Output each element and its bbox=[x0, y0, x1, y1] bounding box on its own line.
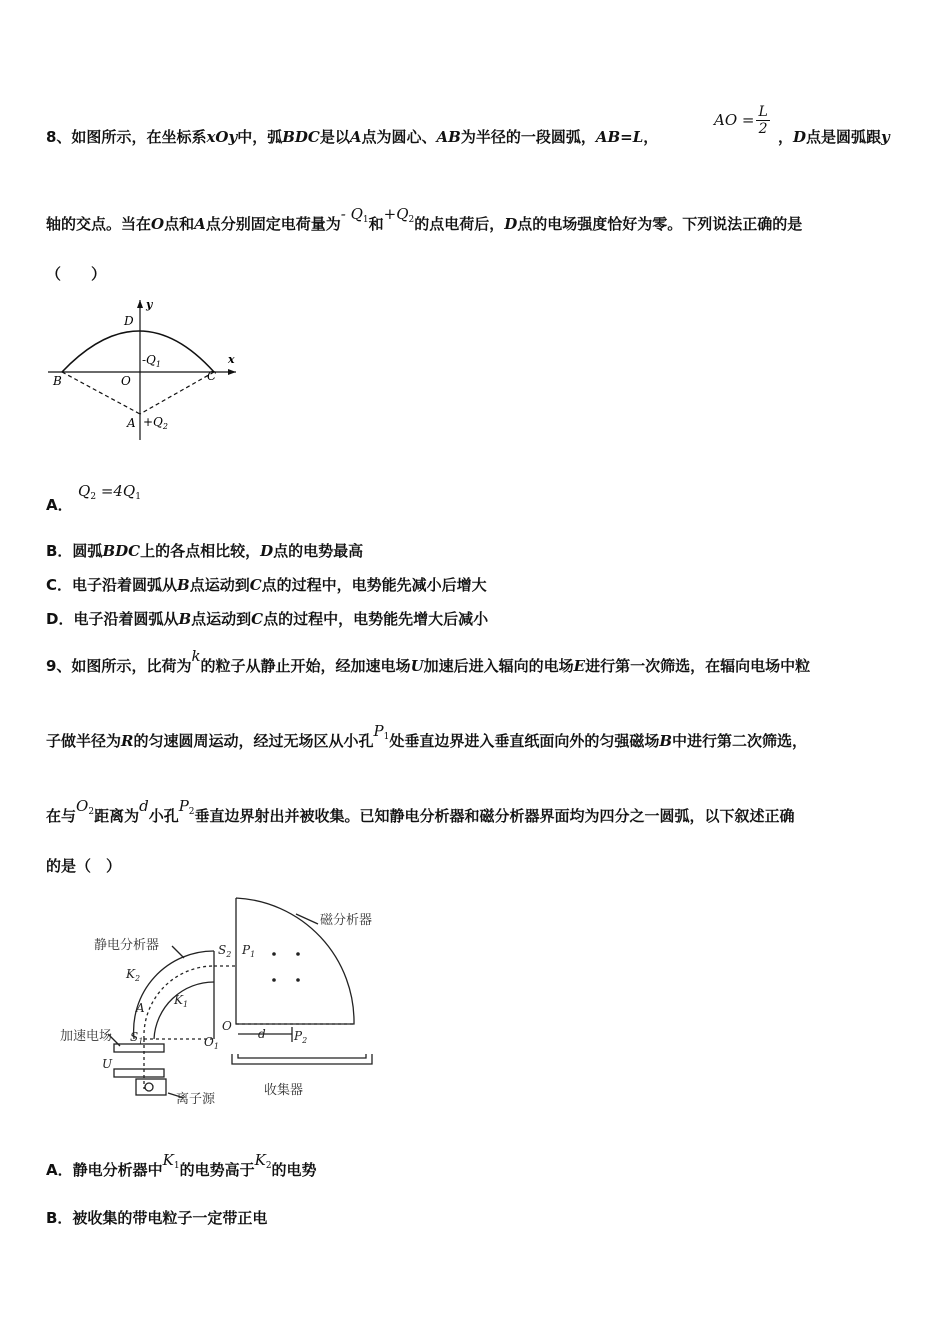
var-xoy: xOy bbox=[206, 128, 238, 146]
var-bdc: BDC bbox=[282, 128, 320, 146]
sub: 1 bbox=[173, 1161, 180, 1171]
text: 中，弧 bbox=[237, 128, 283, 146]
y-axis-arrow-icon bbox=[137, 300, 143, 308]
text: 和 bbox=[368, 215, 384, 233]
q1-charge bbox=[341, 205, 369, 223]
text: 点的过程中，电势能先增大后减小 bbox=[263, 610, 489, 628]
var-k: k bbox=[191, 647, 201, 665]
text: 点的电势最高 bbox=[273, 542, 364, 560]
q9-stem-line-4 bbox=[46, 855, 910, 877]
label-y: y bbox=[146, 298, 153, 311]
text: 的匀速圆周运动，经过无场区从小孔 bbox=[133, 732, 374, 750]
text: 进行第一次筛选，在辐向电场中粒 bbox=[585, 657, 811, 675]
text: 点运动到 bbox=[191, 610, 252, 628]
option-label: A． bbox=[46, 496, 73, 514]
text: Q bbox=[78, 482, 91, 500]
q9-option-b bbox=[46, 1207, 910, 1229]
text: B．被收集的带电粒子一定带正电 bbox=[46, 1209, 268, 1227]
text: ， bbox=[778, 128, 794, 146]
label-magnetic-analyzer: 磁分析器 bbox=[320, 913, 373, 928]
ion-source bbox=[136, 1079, 166, 1095]
text: K bbox=[254, 1151, 266, 1169]
label-x: x bbox=[228, 353, 235, 366]
label-ion-source: 离子源 bbox=[176, 1092, 216, 1107]
label-q2: $+Q_2$ bbox=[143, 415, 168, 431]
label-p2: $P_2$ bbox=[294, 1029, 308, 1045]
lower-plate bbox=[114, 1069, 164, 1077]
q8-option-a-formula bbox=[78, 482, 141, 502]
label-o1: $O_1$ bbox=[204, 1035, 219, 1051]
text: 垂直边界射出并被收集。已知静电分析器和磁分析器界面均为四分之一圆弧，以下叙述正确 bbox=[194, 807, 795, 825]
text: 处垂直边界进入垂直纸面向外的匀强磁场 bbox=[389, 732, 660, 750]
var-d: D bbox=[793, 128, 807, 146]
text: 在与 bbox=[46, 807, 77, 825]
text: 点为圆心、 bbox=[361, 128, 437, 146]
sub: 2 bbox=[265, 1161, 272, 1171]
var-d: D bbox=[504, 215, 518, 233]
q9-stem-line-1 bbox=[46, 647, 910, 677]
q9-figure bbox=[56, 894, 396, 1114]
var-bdc: BDC bbox=[102, 542, 141, 560]
var-a: A bbox=[194, 215, 206, 233]
var-k1 bbox=[163, 1151, 180, 1169]
text: 为半径的一段圆弧， bbox=[460, 128, 596, 146]
text: K bbox=[162, 1151, 174, 1169]
q8-option-b bbox=[46, 540, 910, 562]
text: D．电子沿着圆弧从 bbox=[46, 610, 179, 628]
var-p1 bbox=[374, 722, 390, 740]
q9-option-a bbox=[46, 1151, 910, 1187]
dashed-ac bbox=[140, 372, 214, 414]
q8-option-d bbox=[46, 608, 910, 630]
text: 的是（ ） bbox=[46, 857, 122, 875]
text: 上的各点相比较， bbox=[140, 542, 261, 560]
q2-sign: +Q bbox=[383, 205, 409, 223]
var-o2 bbox=[76, 797, 94, 815]
ao-formula bbox=[714, 104, 772, 137]
text: O bbox=[76, 797, 89, 815]
label-u: U bbox=[102, 1057, 113, 1071]
text: C．电子沿着圆弧从 bbox=[46, 576, 178, 594]
collector bbox=[232, 1054, 372, 1064]
var-r: R bbox=[121, 732, 134, 750]
var-ab: AB bbox=[436, 128, 461, 146]
text: 加速后进入辐向的电场 bbox=[423, 657, 574, 675]
label-collector: 收集器 bbox=[264, 1083, 304, 1098]
fraction bbox=[756, 104, 769, 137]
arc-bdc bbox=[62, 331, 214, 372]
q2-sub: 2 bbox=[408, 215, 415, 225]
var-u: U bbox=[410, 657, 424, 675]
text: P bbox=[373, 722, 384, 740]
label-k1: $K_1$ bbox=[174, 993, 189, 1009]
text: 的点电荷后， bbox=[414, 215, 505, 233]
q8-answer-paren bbox=[46, 263, 910, 285]
q8-option-c bbox=[46, 574, 910, 596]
label-s1: $S_1$ bbox=[130, 1030, 144, 1046]
text: 点和 bbox=[164, 215, 195, 233]
text: 轴的交点。当在 bbox=[46, 215, 152, 233]
var-a: A bbox=[349, 128, 362, 146]
label-b: B bbox=[53, 374, 62, 388]
var-b: B bbox=[659, 732, 673, 750]
ao-lhs: AO = bbox=[714, 111, 755, 129]
label-o: O bbox=[121, 374, 131, 388]
sub: 1 bbox=[135, 492, 141, 502]
text: 的电势 bbox=[271, 1161, 317, 1179]
text: B．圆弧 bbox=[46, 542, 103, 560]
label-electrostatic-analyzer: 静电分析器 bbox=[94, 938, 160, 953]
text: P bbox=[178, 797, 189, 815]
text: 的电势高于 bbox=[179, 1161, 255, 1179]
text: （ ） bbox=[46, 265, 107, 283]
leader-elec bbox=[172, 946, 184, 958]
text: ， bbox=[643, 128, 659, 146]
label-d: d bbox=[258, 1027, 266, 1041]
label-k2: $K_2$ bbox=[126, 967, 141, 983]
sub: 2 bbox=[90, 492, 97, 502]
text: =4Q bbox=[96, 482, 136, 500]
q1-sign: - Q bbox=[340, 205, 363, 223]
text: 是以 bbox=[319, 128, 350, 146]
label-o: O bbox=[222, 1019, 232, 1033]
label-q1: $-Q_1$ bbox=[142, 353, 161, 369]
text: 距离为 bbox=[94, 807, 140, 825]
q9-stem-line-2 bbox=[46, 722, 910, 758]
var-o: O bbox=[151, 215, 165, 233]
field-dots bbox=[272, 952, 300, 982]
text: A．静电分析器中 bbox=[46, 1161, 163, 1179]
q1-sub: 1 bbox=[362, 215, 369, 225]
text: 点的电场强度恰好为零。下列说法正确的是 bbox=[517, 215, 803, 233]
text: 点分别固定电荷量为 bbox=[205, 215, 341, 233]
frac-num: L bbox=[758, 104, 768, 120]
label-a: A bbox=[136, 1001, 145, 1015]
label-p1: $P_1$ bbox=[242, 943, 256, 959]
text: 点的过程中，电势能先减小后增大 bbox=[261, 576, 487, 594]
var-c: C bbox=[251, 610, 264, 628]
var-p2 bbox=[179, 797, 195, 815]
frac-den: 2 bbox=[758, 121, 768, 137]
text: 子做半径为 bbox=[46, 732, 122, 750]
k1-inner-arc bbox=[154, 982, 214, 1039]
text: 小孔 bbox=[148, 807, 179, 825]
var-e: E bbox=[573, 657, 586, 675]
sub: 2 bbox=[188, 807, 195, 817]
var-d: D bbox=[260, 542, 274, 560]
x-axis-arrow-icon bbox=[228, 369, 236, 375]
label-s2: $S_2$ bbox=[218, 943, 232, 959]
label-d: D bbox=[124, 314, 134, 328]
q8-stem-line-1-end bbox=[778, 126, 910, 148]
text: 点是圆弧跟 bbox=[806, 128, 882, 146]
var-d: d bbox=[139, 797, 149, 815]
q8-figure bbox=[44, 296, 254, 446]
var-y: y bbox=[881, 128, 890, 146]
sub: 2 bbox=[88, 807, 95, 817]
var-b: B bbox=[177, 576, 190, 594]
label-accelerating-field: 加速电场 bbox=[60, 1029, 113, 1044]
var-c: C bbox=[249, 576, 262, 594]
text: 点运动到 bbox=[189, 576, 250, 594]
q8-stem-line-2 bbox=[46, 205, 910, 241]
text: 的粒子从静止开始，经加速电场 bbox=[200, 657, 411, 675]
q8-option-a bbox=[46, 494, 910, 516]
label-c: C bbox=[207, 369, 217, 383]
label-a: A bbox=[127, 416, 136, 430]
text: 中进行第二次筛选， bbox=[672, 732, 808, 750]
text: 8、如图所示，在坐标系 bbox=[46, 128, 207, 146]
var-k2 bbox=[255, 1151, 272, 1169]
q9-stem-line-3 bbox=[46, 797, 910, 833]
sub: 1 bbox=[383, 732, 390, 742]
ion-source-dot bbox=[145, 1083, 153, 1091]
var-abl: AB=L bbox=[595, 128, 644, 146]
var-b: B bbox=[178, 610, 192, 628]
text: 9、如图所示，比荷为 bbox=[46, 657, 192, 675]
q2-charge bbox=[384, 205, 415, 223]
